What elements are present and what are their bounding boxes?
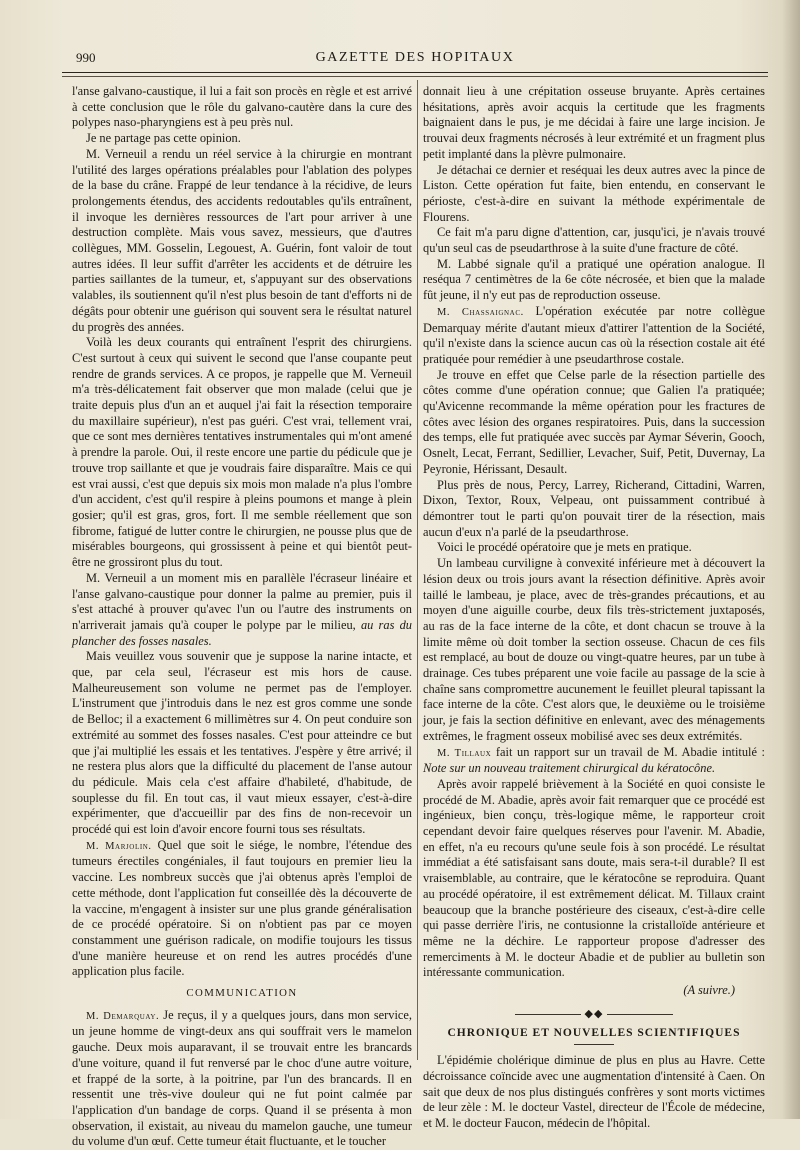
- paragraph: [72, 1008, 412, 1150]
- italic-phrase: au ras du plancher des fosses nasales.: [72, 617, 412, 648]
- header-rule-thin: [62, 76, 768, 77]
- paragraph-text: M. Verneuil a un moment mis en parallèle l'écraseur linéaire et l'anse galvano-caustique pour donner la palme au premier, puis il s'est attaché à prouver qu'avec l'un ou l'autre des instruments on n'arriverait jamais qu'à couper le polype par le milieu,: [72, 570, 412, 632]
- paragraph: Mais veuillez vous souvenir que je suppose la narine intacte, et que, par cela seul, l'écraseur est mis hors de cause. Malheureusement son volume ne permet pas de l'employer. L'instrument que j'introduis dans le nez est gros comme une sonde de Belloc; il a exactement 6 millimètres sur 4. On peut conduire son extrémité au sommet des fosses nasales. C'est pour atteindre ce but que j'ai multiplié les essais et les tentatives. J'espère y être arrivé; il ne restera plus alors que la difficulté du placement de l'anse autour du pédicule. Mais cela c'est affaire d'habileté, d'habitude, de souplesse du fil. En tout cas, il vaut mieux essayer, c'est-à-dire expérimenter, que d'accueillir par des fins de non-recevoir un procédé qui est loin d'avoir encore fourni tous ses résultats.: [72, 649, 412, 837]
- speaker-name: M. Tillaux: [437, 747, 492, 759]
- speaker-name: M. Chassaignac.: [437, 306, 524, 318]
- paragraph: Plus près de nous, Percy, Larrey, Richerand, Cittadini, Warren, Dixon, Textor, Roux, Velpeau, ont puissamment contribué à démontrer tout le parti qu'on pouvait tirer de la résection, mais aucun d'eux n'a parlé de la pseudarthrose.: [423, 477, 765, 539]
- paragraph: Je détachai ce dernier et reséquai les deux autres avec la pince de Liston. Cette opération fut faite, bien entendu, en conservant le périoste, c'est-à-dire en suivant la méthode expérimentale de Flourens.: [423, 162, 765, 224]
- heading-underline: [574, 1044, 614, 1045]
- page-header: [62, 48, 768, 70]
- paragraph: donnait lieu à une crépitation osseuse bruyante. Après certaines hésitations, après avoir acquis la certitude que les fragments baignaient dans le pus, je me décidai à faire une large incision. Je trouvai deux fragments nécrosés à leur extrémité et un fragment plus petit implanté dans la plèvre pulmonaire.: [423, 84, 765, 161]
- speaker-name: M. Marjolin.: [86, 840, 152, 852]
- paragraph: [423, 745, 765, 777]
- paragraph: Ce fait m'a paru digne d'attention, car, jusqu'ici, je n'avais trouvé qu'un seul cas de pseudarthrose à la suite d'une fracture de côté.: [423, 225, 765, 256]
- to-be-continued: (A suivre.): [683, 983, 735, 998]
- paragraph: M. Labbé signale qu'il a pratiqué une opération analogue. Il reséqua 7 centimètres de la 6e côte nécrosée, et bien que la malade fût jeune, il n'y eut pas de reproduction osseuse.: [423, 256, 765, 303]
- paragraph-text: Quel que soit le siége, le nombre, l'étendue des tumeurs érectiles congéniales, il faut toujours en premier lieu la vaccine. Les nombreux succès que j'ai obtenus après l'emploi de cette méthode, dont l'application fut conseillée dès la découverte de la vaccine, m'engagent à insister sur une plus grande généralisation de ce procédé opératoire. Si on n'obtient pas par ce moyen constamment une guérison radicale, on modifie toujours les tissus d'une manière heureuse et on rend les autres procédés d'une application plus facile.: [72, 837, 412, 979]
- paragraph: [72, 838, 412, 980]
- paragraph: [72, 571, 412, 650]
- page-number: 990: [76, 50, 96, 65]
- paragraph: Voici le procédé opératoire que je mets en pratique.: [437, 540, 692, 555]
- journal-title: GAZETTE DES HOPITAUX: [315, 50, 515, 65]
- column-divider: [417, 80, 418, 1060]
- left-column: [72, 84, 412, 1150]
- right-column: [423, 84, 765, 1132]
- header-rule: [62, 72, 768, 73]
- speaker-name: M. Demarquay.: [86, 1010, 160, 1022]
- paragraph: M. Verneuil a rendu un réel service à la chirurgie en montrant l'utilité des larges opérations préalables pour l'ablation des polypes de la base du crâne. Frappé de leur tendance à la récidive, de leurs prolongements étendus, des accidents redoutables qu'ils entraînent, il invoque les dernières ressources de l'art pour arriver à une destruction complète. Mais vous savez, messieurs, que d'autres collègues, MM. Gosselin, Legouest, A. Guérin, font valoir de tout autres idées. Il leur suffit d'arrêter les accidents et de détruire les parties saillantes de la tumeur, et, s'appuyant sur des observations valables, ils soutiennent qu'il n'est plus besoin de tant d'efforts ni de dégâts pour obtenir une guérison qui souvent sera le résultat naturel du progrès des années.: [72, 146, 412, 334]
- paragraph: Je trouve en effet que Celse parle de la résection partielle des côtes comme d'une opération connue; que Galien l'a pratiquée; qu'Avicenne recommande la même opération pour les fractures de côtes avec lésion des organes respiratoires. Puis, dans la succession des temps, elle fut pratiquée avec succès par Aymar Séverin, Gooch, Osnelt, Lecat, Ferrant, Sedillier, Levacher, Suif, Petit, Duvernay, La Peyronie, Hérissant, Desault.: [423, 367, 765, 476]
- paragraph-text: L'opération exécutée par notre collègue Demarquay mérite d'autant mieux d'attirer l'attention de la Société, qu'il n'existe dans la science aucun cas où la résection costale ait été pratiquée pour remédier à une pseudarthrose costale.: [423, 303, 765, 366]
- paragraph: Après avoir rappelé brièvement à la Société en quoi consiste le procédé de M. Abadie, après avoir fait remarquer que ce procédé est ingénieux, bien conçu, très-logique même, le rapporteur croit cependant devoir faire quelques réserves pour l'avenir. M. Abadie, en effet, n'a eu recours qu'une seule fois à son procédé. Le résultat immédiat a été satisfaisant sans doute, mais sera-t-il durable? Il est vraisemblable, au contraire, que le kératocône se reproduira. Quant au procédé opératoire, il est extrêmement délicat. M. Tillaux craint beaucoup que la branche postérieure des ciseaux, c'est-à-dire celle qui passe derrière l'iris, ne contusionne la cristalloïde antérieure et même ne la déchire. Le rapporteur propose d'adresser des remerciments à M. le docteur Abadie et de publier au bulletin son intéressante communication.: [423, 776, 765, 980]
- paragraph: L'épidémie cholérique diminue de plus en plus au Havre. Cette décroissance coïncide avec une augmentation d'intensité à Caen. On sait que deux de nos plus distingués confrères y sont morts victimes de leur zèle : M. le docteur Vastel, directeur de l'École de médecine, et M. le docteur Faucon, médecin de l'hôpital.: [423, 1053, 765, 1130]
- paragraph-text: Je reçus, il y a quelques jours, dans mon service, un jeune homme de vingt-deux ans qui souffrait vers le mamelon gauche. Deux mois auparavant, il se trouvait entre les brancards d'une voiture, quand il fut renversé par le choc d'une autre voiture, et frappé de la sorte, à la poitrine, par l'un des brancards. Il en ressentit une très-vive douleur qui ne fut point calmée par l'application d'un bandage de corps. Quand il se présenta à mon observation, il existait, au niveau du mamelon gauche, une tumeur du volume d'un œuf. Cette tumeur était fluctuante, et le toucher: [72, 1007, 412, 1149]
- section-heading: CHRONIQUE ET NOUVELLES SCIENTIFIQUES: [447, 1027, 741, 1040]
- paragraph: Un lambeau curviligne à convexité inférieure met à découvert la lésion deux ou trois jours avant la résection définitive. Après avoir taillé le lambeau, je place, avec de très-grandes précautions, et au moyen d'une aiguille courbe, deux fils très-strictement juxtaposés, au ras de la face interne de la côte, et dont chacun se trouve à la limite même où doit tomber la section osseuse. Chacun de ces fils est remplacé, au bout de douze ou vingt-quatre heures, par un tube à drainage. Ces tubes préparent une voie facile au passage de la scie à chaîne sans compromettre aucunement le feuillet pleural tapissant la face interne de la côte. C'est alors que, le deuxième ou le troisième jour, je fais la section définitive en enlevant, avec des ménagements extrêmes, le fragment osseux mobilisé avec ses deux extrémités.: [423, 556, 765, 743]
- page-edge-shadow: [782, 0, 800, 1119]
- paragraph-text: fait un rapport sur un travail de M. Abadie intitulé :: [491, 744, 766, 759]
- article-title: Note sur un nouveau traitement chirurgical du kératocône.: [423, 761, 716, 776]
- paragraph: [423, 304, 765, 368]
- ornament-divider: ◆◆: [423, 1007, 765, 1023]
- paragraph: l'anse galvano-caustique, il lui a fait son procès en règle et est arrivé à cette conclusion que le rôle du galvano-cautère dans la cure des polypes naso-pharyngiens est à peu près nul.: [72, 84, 412, 130]
- section-heading: COMMUNICATION: [186, 987, 298, 1000]
- paragraph: Je ne partage pas cette opinion.: [86, 131, 241, 146]
- paragraph: Voilà les deux courants qui entraînent l'esprit des chirurgiens. C'est surtout à ceux qui suivent le second que l'anse coupante peut rendre de grands services. A ce propos, je rappelle que M. Verneuil m'a très-délicatement fait observer que mon malade (celui que je traite depuis plus d'un an et auquel j'ai fait la résection temporaire du maxillaire supérieur), n'est pas guéri. C'est vrai, tellement vrai, que ce sont mes dernières tentatives instrumentales qui m'ont amené à prendre la parole. Oui, il reste encore une partie du pédicule que je trouve trop saillante et que je voudrais faire disparaître. Mais ce qui est vrai aussi, c'est que depuis six mois mon malade n'a plus l'ombre d'un accident, c'est qu'il respire à pleins poumons et mange à plein gosier; qu'il est gras, gros, fort. Il me semble réellement que son fibrome, fatigué de lutter contre le chirurgien, ne pousse plus que de misérables bourgeons, qui grossissent à peine et qui bientôt peut-être ne grossiront plus du tout.: [72, 335, 412, 570]
